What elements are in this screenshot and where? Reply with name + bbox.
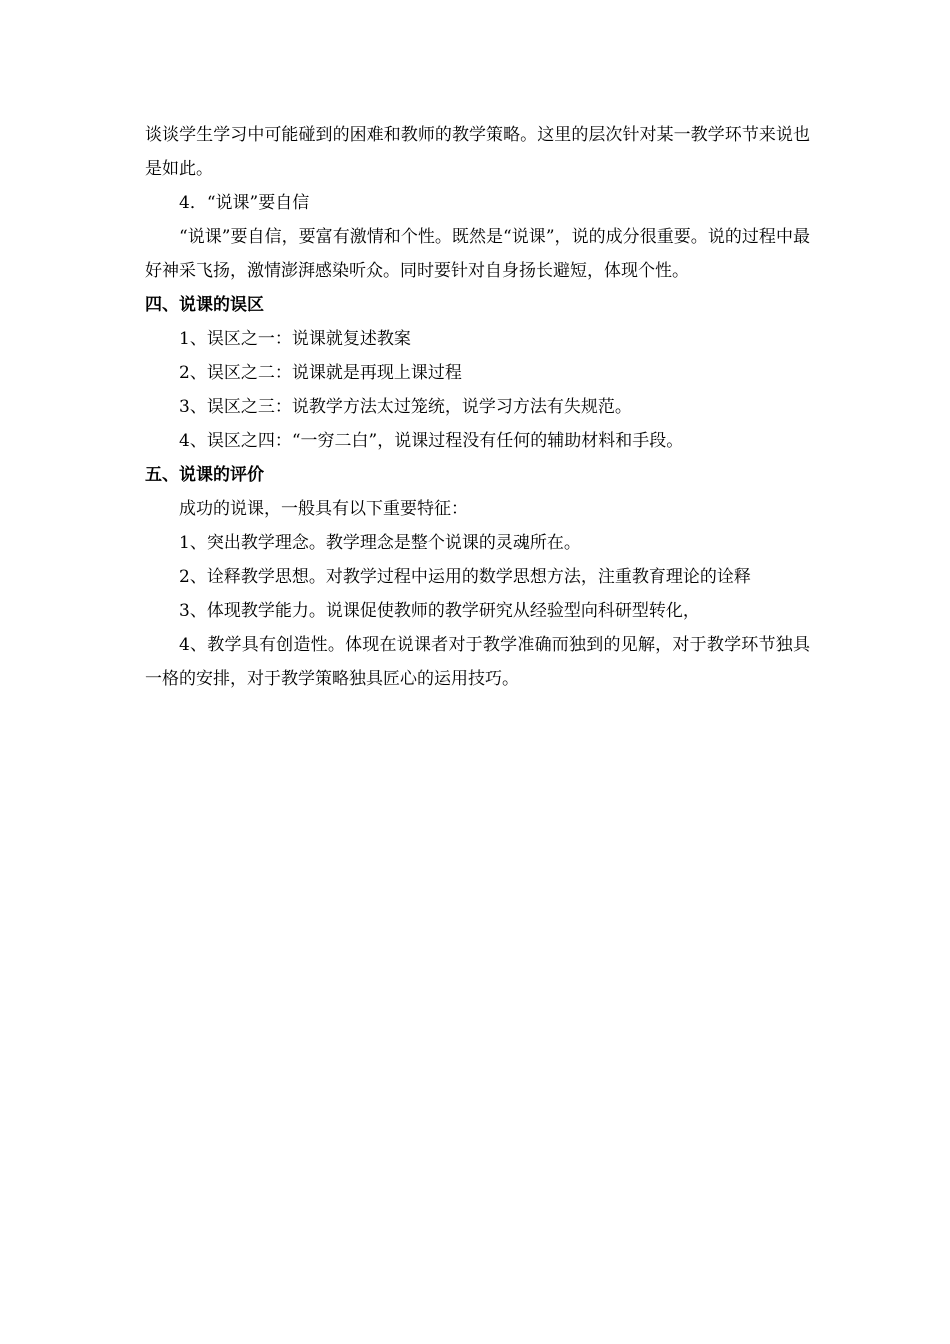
paragraph-intro: 成功的说课，一般具有以下重要特征： <box>179 499 468 519</box>
paragraph-continuation: 谈谈学生学习中可能碰到的困难和教师的教学策略。这里的层次针对某一教学环节来说也是如此。 <box>145 125 810 179</box>
subheading-confidence: 4．“说课”要自信 <box>179 193 310 213</box>
document-page <box>145 118 810 696</box>
list-item: 4、教学具有创造性。体现在说课者对于教学准确而独到的见解，对于教学环节独具一格的安排，对于教学策略独具匠心的运用技巧。 <box>145 635 810 689</box>
list-item: 2、误区之二：说课就是再现上课过程 <box>179 363 462 383</box>
list-item: 2、诠释教学思想。对教学过程中运用的数学思想方法，注重教育理论的诠释 <box>179 567 751 587</box>
section-heading-misconceptions: 四、说课的误区 <box>145 295 264 315</box>
paragraph-confidence: “说课”要自信，要富有激情和个性。既然是“说课”，说的成分很重要。说的过程中最好神采飞扬，激情澎湃感染听众。同时要针对自身扬长避短，体现个性。 <box>145 227 810 281</box>
list-item: 3、误区之三：说教学方法太过笼统，说学习方法有失规范。 <box>179 397 632 417</box>
list-item: 4、误区之四：“一穷二白”，说课过程没有任何的辅助材料和手段。 <box>179 431 684 451</box>
section-heading-evaluation: 五、说课的评价 <box>145 465 264 485</box>
list-item: 1、误区之一：说课就复述教案 <box>179 329 411 349</box>
list-item: 3、体现教学能力。说课促使教师的教学研究从经验型向科研型转化， <box>179 601 700 621</box>
list-item: 1、突出教学理念。教学理念是整个说课的灵魂所在。 <box>179 533 581 553</box>
